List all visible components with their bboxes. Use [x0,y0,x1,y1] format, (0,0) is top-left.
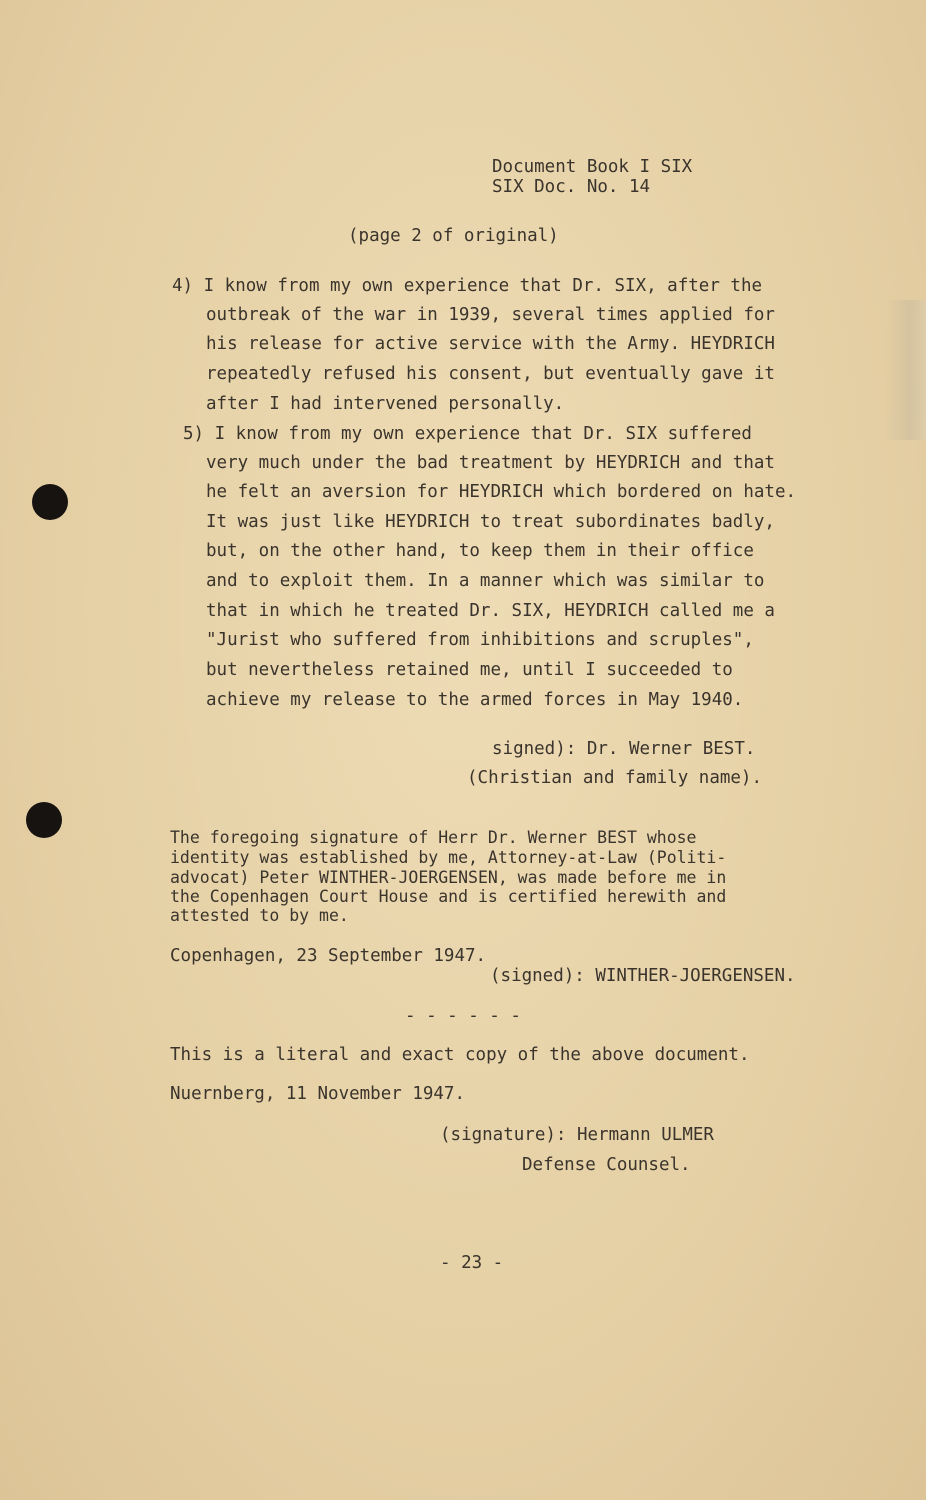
certification-line: advocat) Peter WINTHER-JOERGENSEN, was made before me in [170,868,727,887]
paragraph-4-line: after I had intervened personally. [206,394,565,414]
paragraph-5-line: "Jurist who suffered from inhibitions and scruples", [206,630,754,650]
paper-edge-shadow [886,300,926,440]
signature-best: signed): Dr. Werner BEST. [492,739,756,759]
paragraph-5-line: but nevertheless retained me, until I succeeded to [206,660,733,680]
paragraph-5-line: It was just like HEYDRICH to treat subordinates badly, [206,512,775,532]
paragraph-5-line: but, on the other hand, to keep them in their office [206,541,754,561]
signature-ulmer: (signature): Hermann ULMER [440,1125,714,1145]
paragraph-5-line: achieve my release to the armed forces in May 1940. [206,690,744,710]
document-number: SIX Doc. No. 14 [492,177,651,197]
signature-winther-joergensen: (signed): WINTHER-JOERGENSEN. [490,966,796,986]
certification-line: The foregoing signature of Herr Dr. Werner BEST whose [170,828,697,847]
paragraph-4-line: outbreak of the war in 1939, several times applied for [206,305,775,325]
copy-statement: This is a literal and exact copy of the above document. [170,1045,750,1065]
page-note: (page 2 of original) [348,226,559,246]
place-date-nuernberg: Nuernberg, 11 November 1947. [170,1084,466,1104]
signature-best-note: (Christian and family name). [467,768,763,788]
page-number: - 23 - [440,1253,504,1273]
certification-line: the Copenhagen Court House and is certified herewith and [170,887,727,906]
paragraph-5-line: 5) I know from my own experience that Dr. SIX suffered [183,424,752,444]
paragraph-4-line: his release for active service with the Army. HEYDRICH [206,334,775,354]
document-book-label: Document Book I SIX [492,157,693,177]
paragraph-4-line: 4) I know from my own experience that Dr. SIX, after the [172,276,763,296]
paragraph-4-line: repeatedly refused his consent, but eventually gave it [206,364,775,384]
separator: - - - - - - [405,1006,521,1026]
paragraph-5-line: very much under the bad treatment by HEYDRICH and that [206,453,775,473]
certification-line: attested to by me. [170,906,349,925]
punch-hole [26,802,62,838]
certification-line: identity was established by me, Attorney-at-Law (Politi- [170,848,727,867]
paragraph-5-line: that in which he treated Dr. SIX, HEYDRICH called me a [206,601,775,621]
paragraph-5-line: he felt an aversion for HEYDRICH which bordered on hate. [206,482,797,502]
signature-ulmer-title: Defense Counsel. [522,1155,691,1175]
paragraph-5-line: and to exploit them. In a manner which was similar to [206,571,765,591]
place-date-copenhagen: Copenhagen, 23 September 1947. [170,946,487,966]
punch-hole [32,484,68,520]
